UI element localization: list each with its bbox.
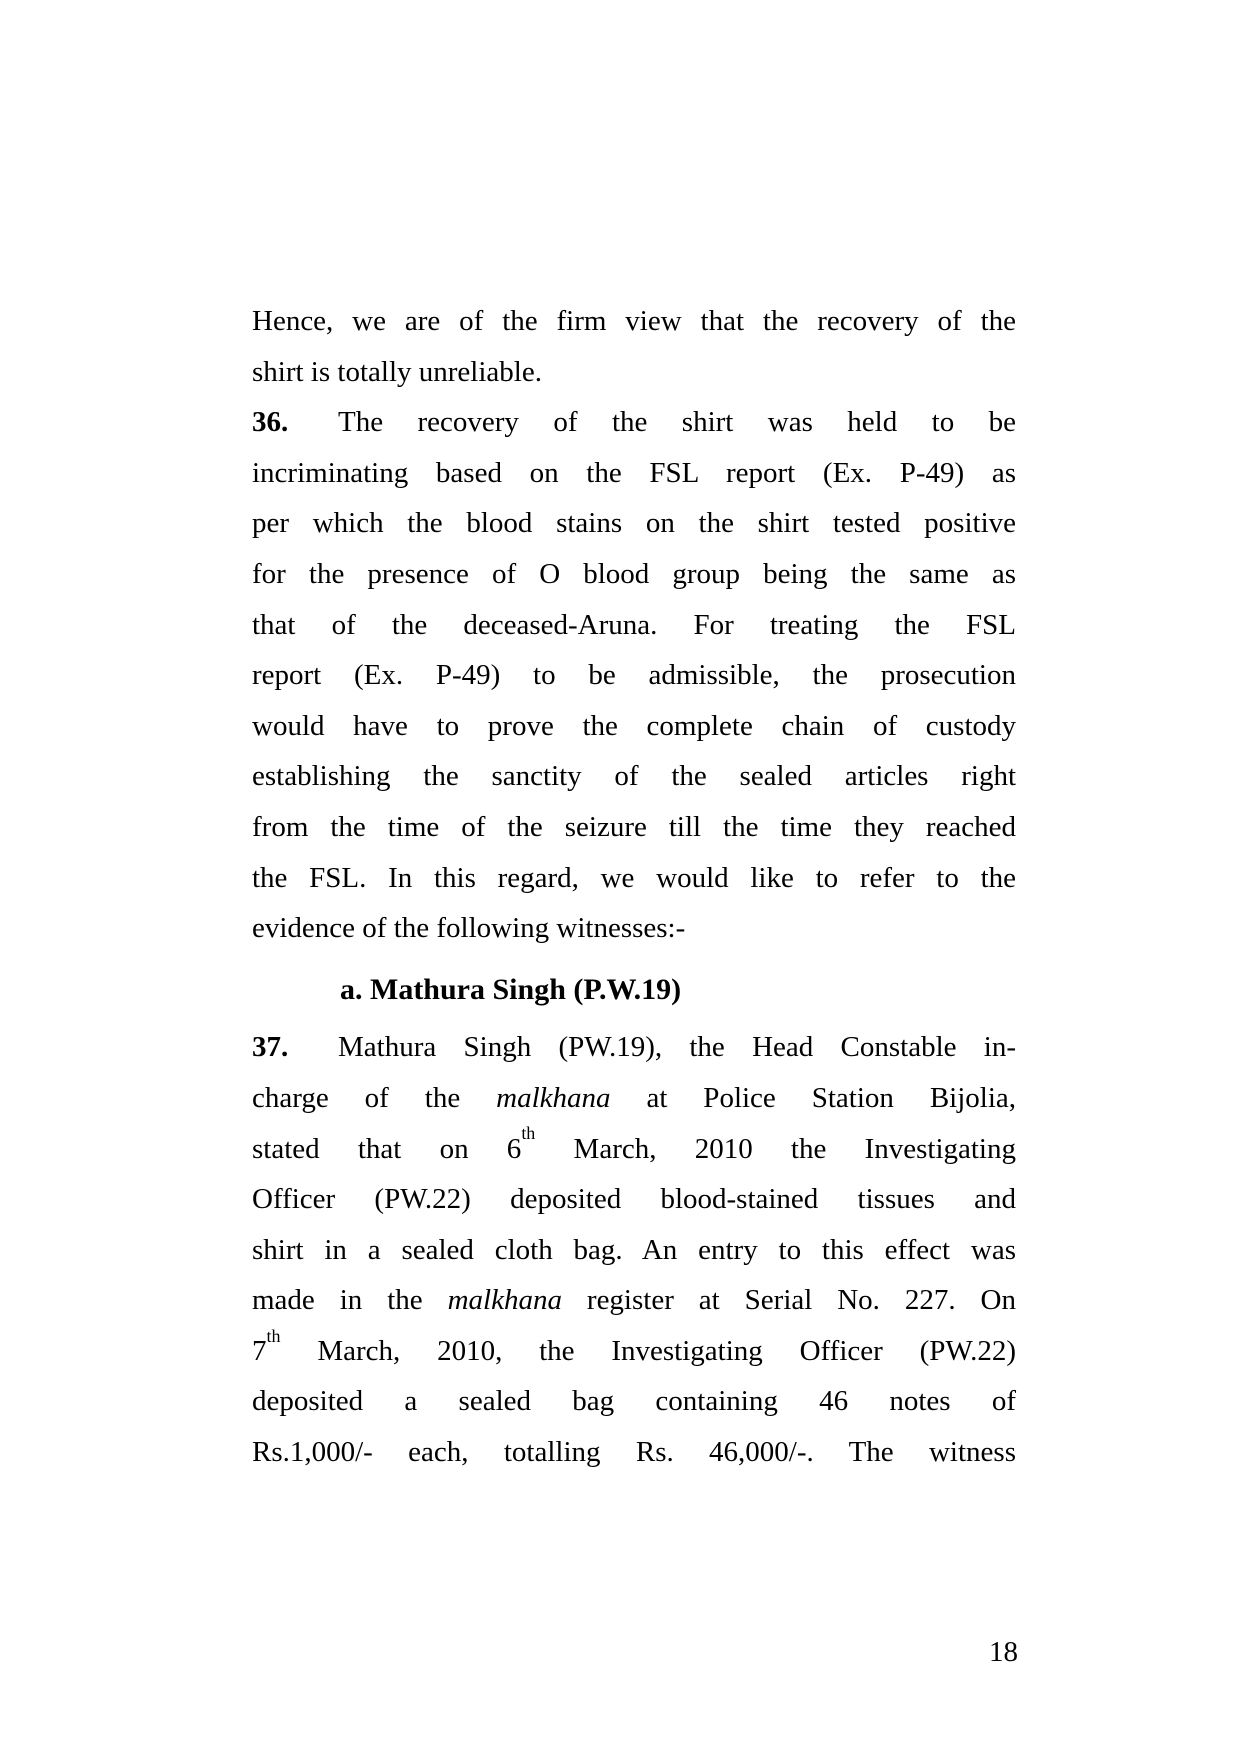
text-line: establishing the sanctity of the sealed articles right (252, 760, 1016, 793)
text-line (252, 1073, 1016, 1124)
text-line: incriminating based on the FSL report (Ex. P-49) as (252, 456, 1016, 489)
text-line: Rs.1,000/- each, totalling Rs. 46,000/-. The witness (252, 1436, 1016, 1469)
text-segment: March, 2010 the Investigating (573, 1132, 1016, 1165)
text-line: Hence, we are of the firm view that the recovery of the (252, 305, 1016, 337)
text-line: that of the deceased-Aruna. For treating the FSL (252, 608, 1016, 641)
paragraph-36 (252, 397, 1016, 954)
text-line (252, 1326, 1016, 1377)
paragraph-37 (252, 1022, 1016, 1477)
text-line: deposited a sealed bag containing 46 notes of (252, 1385, 1016, 1418)
text-line: for the presence of O blood group being the same as (252, 557, 1016, 590)
text-line (252, 1022, 1016, 1073)
text-line: per which the blood stains on the shirt tested positive (252, 507, 1016, 540)
italic-term: malkhana (496, 1081, 611, 1114)
para-number: 36. (252, 406, 289, 439)
text-line: the FSL. In this regard, we would like to refer to the (252, 861, 1016, 894)
text-segment: Mathura Singh (PW.19), the Head Constable in- (338, 1031, 1016, 1064)
text-line (252, 397, 1016, 448)
text-line: shirt in a sealed cloth bag. An entry to this effect was (252, 1233, 1016, 1266)
text-line: from the time of the seizure till the time they reached (252, 810, 1016, 843)
page-number: 18 (989, 1636, 1018, 1668)
superscript-ordinal: th (521, 1123, 536, 1144)
text-segment: March, 2010, the Investigating Officer (PW.22) (317, 1334, 1017, 1367)
text-block (252, 296, 1016, 1478)
text-segment: The recovery of the shirt was held to be (338, 406, 1016, 439)
text-line: would have to prove the complete chain of custody (252, 709, 1016, 742)
text-segment: register at Serial No. 227. On (586, 1284, 1016, 1317)
text-line: evidence of the following witnesses:- (252, 912, 686, 945)
superscript-ordinal: th (266, 1325, 281, 1346)
text-line: Officer (PW.22) deposited blood-stained tissues and (252, 1183, 1016, 1216)
text-line: report (Ex. P-49) to be admissible, the prosecution (252, 659, 1016, 692)
text-segment: stated that on 6 (252, 1132, 522, 1165)
paragraph-intro (252, 296, 1016, 397)
text-segment: at Police Station Bijolia, (646, 1081, 1017, 1114)
text-segment: charge of the (252, 1081, 461, 1114)
italic-term: malkhana (447, 1284, 562, 1317)
text-line (252, 1275, 1016, 1326)
text-line: shirt is totally unreliable. (252, 355, 542, 388)
section-heading: a. Mathura Singh (P.W.19) (340, 972, 682, 1006)
text-segment: 7 (252, 1334, 267, 1367)
text-line (252, 1124, 1016, 1175)
text-segment: made in the (252, 1284, 423, 1317)
para-number: 37. (252, 1031, 289, 1064)
